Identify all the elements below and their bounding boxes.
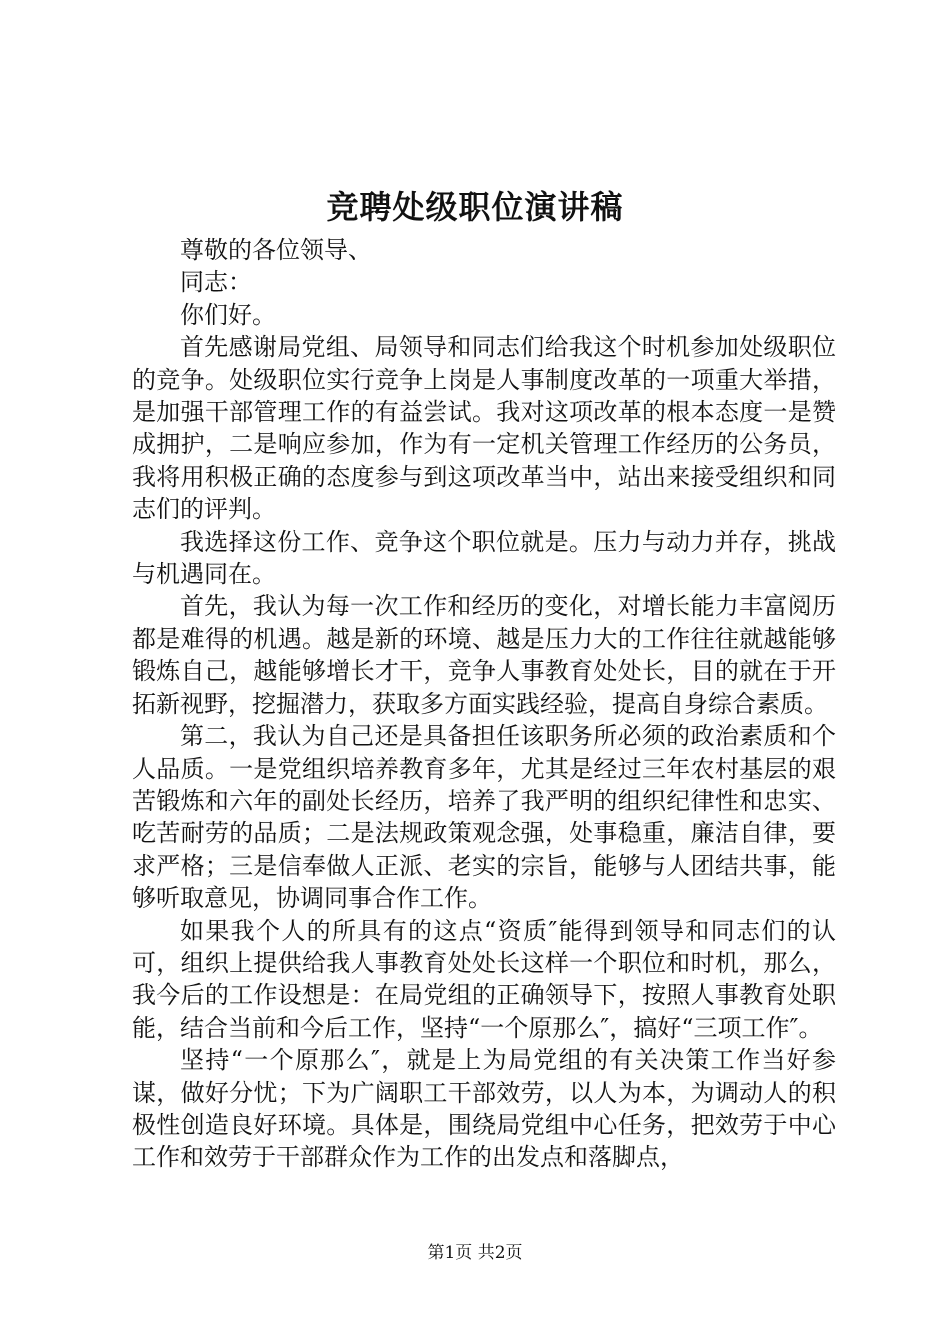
salutation-line-1: 尊敬的各位领导、 [180, 236, 372, 264]
page-footer: 第1页 共2页 [427, 1243, 523, 1263]
salutation-line-2: 同志： [180, 268, 252, 297]
paragraph-second-reason: 第二，我认为自己还是具备担任该职务所必须的政治素质和个人品质。一是党组织培养教育多年，尤其是经过三年农村基层的艰苦锻炼和六年的副处长经历，培养了我严明的组织纪律性和忠实、吃苦耐劳的品质；二是法规政策观念强，处事稳重，廉洁自律，要求严格；三是信奉做人正派、老实的宗旨，能够与人团结共事，能够听取意见，协调同事合作工作。 [132, 722, 836, 913]
document-title: 竞聘处级职位演讲稿 [326, 188, 624, 226]
paragraph-intro: 首先感谢局党组、局领导和同志们给我这个时机参加处级职位的竞争。处级职位实行竞争上岗是人事制度改革的一项重大举措，是加强干部管理工作的有益尝试。我对这项改革的根本态度一是赞成拥护，二是响应参加，作为有一定机关管理工作经历的公务员，我将用积极正确的态度参与到这项改革当中，站出来接受组织和同志们的评判。 [132, 333, 836, 524]
document-body [132, 234, 836, 1174]
paragraph-work-plan: 如果我个人的所具有的这点“资质″能得到领导和同志们的认可，组织上提供给我人事教育处处长这样一个职位和时机，那么，我今后的工作设想是：在局党组的正确领导下，按照人事教育处职能，结合当前和今后工作，坚持“一个原那么″，搞好“三项工作″。 [132, 916, 836, 1042]
paragraph-first-reason: 首先，我认为每一次工作和经历的变化，对增长能力丰富阅历都是难得的机遇。越是新的环境、越是压力大的工作往往就越能够锻炼自己，越能够增长才干，竞争人事教育处处长，目的就在于开拓新视野，挖掘潜力，获取多方面实践经验，提高自身综合素质。 [132, 592, 836, 718]
paragraph-principle: 坚持“一个原那么″，就是上为局党组的有关决策工作当好参谋，做好分忧；下为广阔职工干部效劳，以人为本，为调动人的积极性创造良好环境。具体是，围绕局党组中心任务，把效劳于中心工作和效劳于干部群众作为工作的出发点和落脚点， [132, 1046, 836, 1172]
greeting-line: 你们好。 [180, 300, 276, 329]
paragraph-motivation: 我选择这份工作、竞争这个职位就是。压力与动力并存，挑战与机遇同在。 [132, 527, 836, 589]
